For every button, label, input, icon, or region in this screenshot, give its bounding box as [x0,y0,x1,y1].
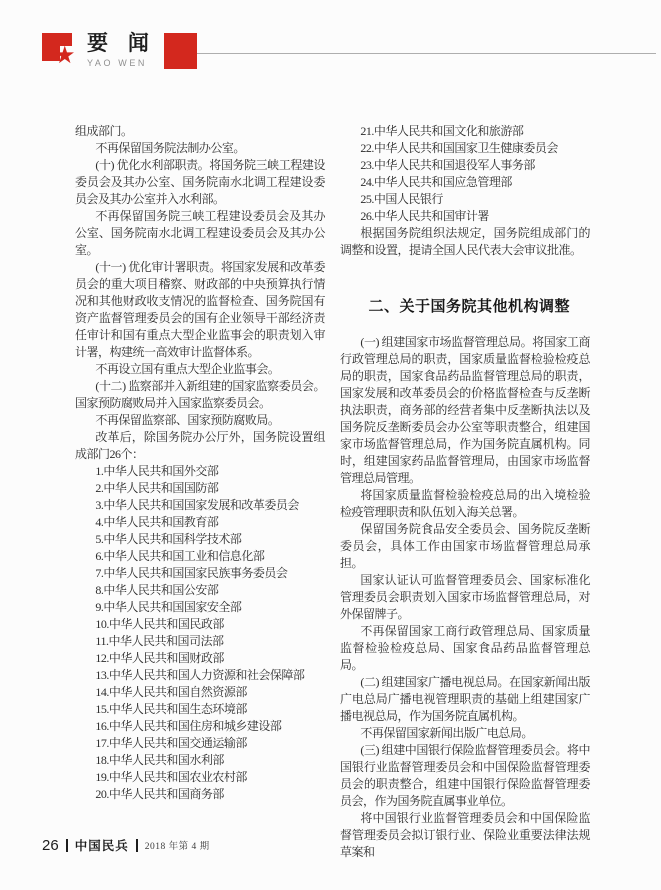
paragraph: 22.中华人民共和国国家卫生健康委员会 [360,141,558,155]
paragraph: 18.中华人民共和国水利部 [95,753,224,767]
paragraph: 25.中国人民银行 [360,192,443,206]
left-column [75,123,325,803]
paragraph: 将国家质量监督检验检疫总局的出入境检验检疫管理职责和队伍划入海关总署。 [340,488,590,519]
paragraph: 15.中华人民共和国生态环境部 [95,702,247,716]
paragraph: (三) 组建中国银行保险监督管理委员会。将中国银行业监督管理委员会和中国保险监督管理委员会的职责整合，组建中国银行保险监督管理委员会，作为国务院直属事业单位。 [340,743,590,808]
paragraph: 26.中华人民共和国审计署 [360,209,489,223]
paragraph: 14.中华人民共和国自然资源部 [95,685,247,699]
paragraph: 20.中华人民共和国商务部 [95,787,224,801]
paragraph: 改革后，除国务院办公厅外，国务院设置组成部门26个： [75,430,325,461]
paragraph: 4.中华人民共和国教育部 [95,515,219,529]
paragraph: 16.中华人民共和国住房和城乡建设部 [95,719,282,733]
paragraph: 19.中华人民共和国农业农村部 [95,770,247,784]
paragraph: 9.中华人民共和国国家安全部 [95,600,242,614]
paragraph: 不再保留国务院三峡工程建设委员会及其办公室、国务院南水北调工程建设委员会及其办公室。 [75,209,325,257]
page-footer [42,836,210,854]
section-heading: 二、关于国务院其他机构调整 [368,298,571,315]
paragraph: 3.中华人民共和国国家发展和改革委员会 [95,498,299,512]
section-logo [42,33,197,69]
paragraph: 组成部门。 [75,124,133,138]
magazine-title: 中国民兵 [74,839,129,853]
right-column-top [340,123,590,259]
header-divider [197,53,656,54]
section-subtitle: YAO WEN [87,58,148,69]
paragraph: 7.中华人民共和国国家民族事务委员会 [95,566,288,580]
paragraph: 11.中华人民共和国司法部 [95,634,224,648]
paragraph: 国家认证认可监督管理委员会、国家标准化管理委员会职责划入国家市场监督管理总局，对外保留牌子。 [340,573,590,621]
paragraph: 不再保留国务院法制办公室。 [95,141,245,155]
right-column [340,123,590,861]
footer-divider [136,839,138,852]
paragraph: (十二) 监察部并入新组建的国家监察委员会。国家预防腐败局并入国家监察委员会。 [75,379,325,410]
paragraph: 根据国务院组织法规定，国务院组成部门的调整和设置，提请全国人民代表大会审议批准。 [340,226,590,257]
paragraph: 将中国银行业监督管理委员会和中国保险监督管理委员会拟订银行业、保险业重要法律法规草案和 [340,811,590,859]
paragraph: (二) 组建国家广播电视总局。在国家新闻出版广电总局广播电视管理职责的基础上组建国家广播电视总局，作为国务院直属机构。 [340,675,590,723]
star-icon: ★ [54,41,76,69]
paragraph: 不再设立国有重点大型企业监事会。 [95,362,280,376]
paragraph: (十一) 优化审计署职责。将国家发展和改革委员会的重大项目稽察、财政部的中央预算执行情况和其他财政收支情况的监督检查、国务院国有资产监督管理委员会的国有企业领导干部经济责任审计和国有重点大型企业监事会的职责划入审计署，构建统一高效审计监督体系。 [75,260,325,359]
paragraph: 17.中华人民共和国交通运输部 [95,736,247,750]
paragraph: 1.中华人民共和国外交部 [95,464,219,478]
section-title-group [87,33,156,68]
footer-divider [66,839,68,852]
page-number: 26 [42,836,59,854]
paragraph: 8.中华人民共和国公安部 [95,583,219,597]
paragraph: 不再保留国家工商行政管理总局、国家质量监督检验检疫总局、国家食品药品监督管理总局。 [340,624,590,672]
paragraph: 13.中华人民共和国人力资源和社会保障部 [95,668,305,682]
paragraph: 10.中华人民共和国民政部 [95,617,224,631]
section-title: 要 闻 [87,32,156,55]
paragraph: (十) 优化水利部职责。将国务院三峡工程建设委员会及其办公室、国务院南水北调工程建设委员会及其办公室并入水利部。 [75,158,325,206]
right-column-bottom [340,334,590,861]
issue-info: 2018 年第 4 期 [144,842,210,852]
paragraph: 保留国务院食品安全委员会、国务院反垄断委员会，具体工作由国家市场监督管理总局承担。 [340,522,590,570]
paragraph: 6.中华人民共和国工业和信息化部 [95,549,265,563]
logo-red-block [164,33,197,69]
logo-red-square [42,33,76,69]
paragraph: 23.中华人民共和国退役军人事务部 [360,158,535,172]
paragraph: 不再保留国家新闻出版广电总局。 [360,726,533,740]
paragraph: (一) 组建国家市场监督管理总局。将国家工商行政管理总局的职责，国家质量监督检验检疫总局的职责，国家食品药品监督管理总局的职责，国家发展和改革委员会的价格监督检查与反垄断执法职责，商务部的经营者集中反垄断执法以及国务院反垄断委员会办公室等职责整合，组建国家市场监督管理总局，作为国务院直属机构。同时，组建国家药品监督管理局，由国家市场监督管理总局管理。 [340,335,590,485]
paragraph: 24.中华人民共和国应急管理部 [360,175,512,189]
paragraph: 不再保留监察部、国家预防腐败局。 [95,413,280,427]
paragraph: 2.中华人民共和国国防部 [95,481,219,495]
paragraph: 5.中华人民共和国科学技术部 [95,532,242,546]
paragraph: 21.中华人民共和国文化和旅游部 [360,124,524,138]
paragraph: 12.中华人民共和国财政部 [95,651,224,665]
